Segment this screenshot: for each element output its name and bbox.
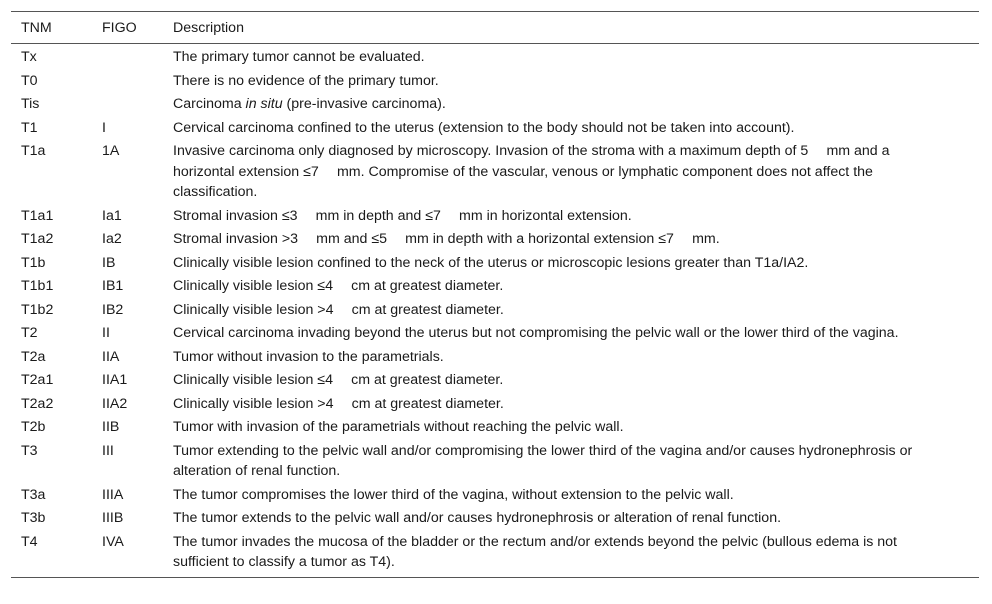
table-row: [11, 530, 979, 578]
table-row: [11, 69, 979, 93]
cell-description: The tumor extends to the pelvic wall and/or causes hydronephrosis or alteration of renal function.: [173, 510, 782, 526]
table-row: [11, 439, 979, 483]
cell-description: Clinically visible lesion confined to the neck of the uterus or microscopic lesions greater than T1a/IA2.: [173, 254, 809, 271]
table-row: [11, 298, 979, 322]
cell-description: Tumor without invasion to the parametrials.: [173, 348, 444, 365]
cell-description: Tumor with invasion of the parametrials without reaching the pelvic wall.: [173, 419, 624, 435]
cell-tnm: T1a: [21, 143, 46, 159]
cell-figo: IIA: [102, 348, 120, 365]
cell-figo: III: [102, 442, 114, 459]
table-row: [11, 274, 979, 298]
table-row: [11, 139, 979, 204]
cell-tnm: T1a2: [21, 231, 54, 247]
cell-tnm: T1: [21, 119, 38, 136]
header-figo: FIGO: [102, 19, 137, 36]
table-body: [11, 44, 979, 578]
cell-tnm: T3b: [21, 510, 46, 526]
table-row: [11, 44, 979, 69]
table-row: [11, 227, 979, 251]
table-row: [11, 415, 979, 439]
desc-italic-text: in situ: [245, 96, 283, 112]
cell-figo: IIB: [102, 419, 120, 435]
cell-description: Cervical carcinoma confined to the uterus (extension to the body should not be taken into account).: [173, 119, 795, 136]
header-tnm: TNM: [21, 19, 52, 36]
cell-description: Clinically visible lesion >4 cm at greatest diameter.: [173, 301, 504, 318]
cell-description: Tumor extending to the pelvic wall and/or compromising the lower third of the vagina and/or causes hydronephrosis or alteration of renal function.: [173, 442, 913, 479]
cell-tnm: T1a1: [21, 207, 54, 224]
tnm-figo-staging-table: [11, 11, 979, 578]
cell-description: The tumor invades the mucosa of the bladder or the rectum and/or extends beyond the pelvic (bullous edema is not sufficient to classify a tumor as T4).: [173, 533, 897, 570]
cell-figo: IVA: [102, 533, 124, 550]
table-header: [11, 12, 979, 44]
cell-tnm: T4: [21, 533, 38, 550]
cell-figo: Ia1: [102, 207, 122, 224]
cell-tnm: T2a2: [21, 395, 54, 412]
cell-figo: [92, 44, 163, 69]
table-row: [11, 483, 979, 507]
cell-tnm: Tis: [21, 96, 40, 112]
cell-figo: IIA2: [102, 395, 128, 412]
cell-tnm: Tx: [21, 49, 37, 65]
cell-figo: IB: [102, 254, 116, 271]
cell-description: [163, 92, 979, 116]
desc-text: Carcinoma: [173, 96, 246, 112]
cell-figo: [92, 92, 163, 116]
cell-tnm: T1b1: [21, 278, 54, 294]
cell-description: Clinically visible lesion ≤4 cm at greatest diameter.: [173, 278, 504, 294]
cell-figo: IB2: [102, 301, 124, 318]
header-description: Description: [173, 19, 244, 36]
cell-description: Stromal invasion ≤3 mm in depth and ≤7 mm in horizontal extension.: [173, 207, 632, 224]
cell-description: Stromal invasion >3 mm and ≤5 mm in depth with a horizontal extension ≤7 mm.: [173, 231, 720, 247]
table-row: [11, 506, 979, 530]
table-row: [11, 204, 979, 228]
cell-figo: Ia2: [102, 231, 122, 247]
cell-figo: [92, 69, 163, 93]
cell-description: The primary tumor cannot be evaluated.: [173, 49, 425, 65]
table-row: [11, 251, 979, 275]
table-row: [11, 392, 979, 416]
cell-tnm: T2: [21, 325, 38, 341]
cell-tnm: T2b: [21, 419, 46, 435]
table-row: [11, 345, 979, 369]
desc-text: (pre-invasive carcinoma).: [282, 96, 446, 112]
cell-tnm: T3: [21, 442, 38, 459]
cell-figo: IIIA: [102, 486, 124, 503]
cell-tnm: T2a1: [21, 372, 54, 388]
cell-description: Cervical carcinoma invading beyond the uterus but not compromising the pelvic wall or the lower third of the vagina.: [173, 325, 899, 341]
cell-tnm: T3a: [21, 486, 46, 503]
cell-figo: IIIB: [102, 510, 124, 526]
table-row: [11, 368, 979, 392]
cell-description: Invasive carcinoma only diagnosed by microscopy. Invasion of the stroma with a maximum depth of 5 mm and a horizontal extension ≤7 mm. Compromise of the vascular, venous or lymphatic component does not affect the classification.: [173, 143, 890, 200]
cell-figo: II: [102, 325, 110, 341]
cell-tnm: T1b2: [21, 301, 54, 318]
cell-tnm: T0: [21, 72, 38, 89]
header-row: [11, 12, 979, 44]
staging-table-container: [11, 11, 979, 578]
cell-figo: IB1: [102, 278, 124, 294]
cell-tnm: T1b: [21, 254, 46, 271]
table-row: [11, 92, 979, 116]
cell-figo: I: [102, 119, 106, 136]
table-row: [11, 321, 979, 345]
cell-description: There is no evidence of the primary tumor.: [173, 72, 439, 89]
cell-description: Clinically visible lesion >4 cm at greatest diameter.: [173, 395, 504, 412]
cell-description: Clinically visible lesion ≤4 cm at greatest diameter.: [173, 372, 504, 388]
table-row: [11, 116, 979, 140]
cell-figo: 1A: [102, 143, 120, 159]
cell-description: The tumor compromises the lower third of the vagina, without extension to the pelvic wall.: [173, 486, 734, 503]
cell-tnm: T2a: [21, 348, 46, 365]
cell-figo: IIA1: [102, 372, 128, 388]
